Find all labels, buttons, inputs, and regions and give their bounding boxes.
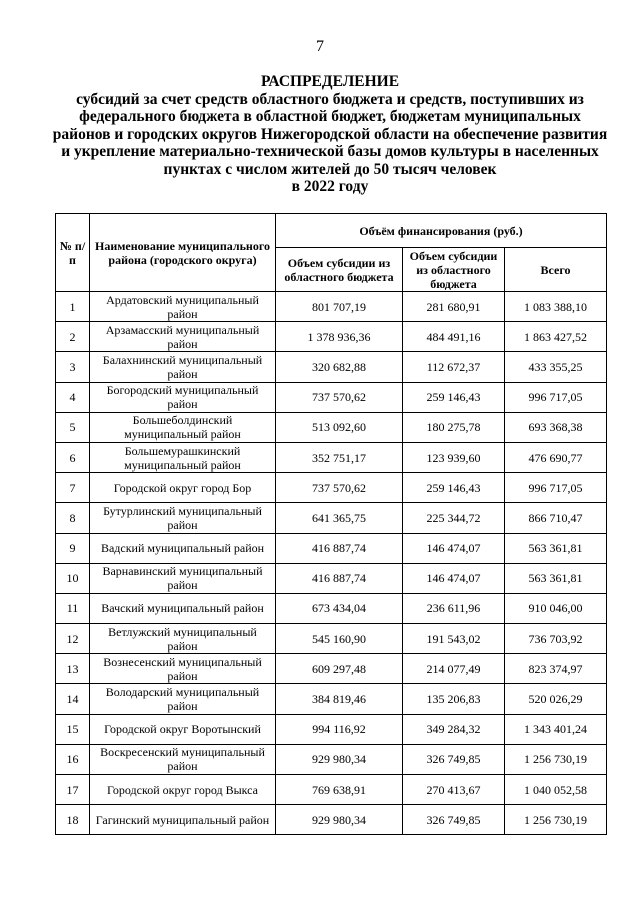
row-number: 16 — [56, 744, 90, 774]
federal-subsidy: 349 284,32 — [403, 714, 505, 744]
table-row — [56, 412, 607, 442]
row-number: 2 — [56, 322, 90, 352]
federal-subsidy: 135 206,83 — [403, 684, 505, 714]
total-amount: 476 690,77 — [505, 442, 607, 472]
row-number: 6 — [56, 442, 90, 472]
table-row — [56, 593, 607, 623]
title-line: и укрепление материально-технической базы домов культуры в населенных — [61, 143, 599, 160]
table-body — [56, 292, 607, 835]
regional-subsidy: 416 887,74 — [276, 563, 403, 593]
row-number: 7 — [56, 473, 90, 503]
regional-subsidy: 673 434,04 — [276, 593, 403, 623]
total-amount: 1 863 427,52 — [505, 322, 607, 352]
district-name: Воскресенский муниципальный район — [90, 744, 276, 774]
federal-subsidy: 259 146,43 — [403, 382, 505, 412]
total-amount: 1 343 401,24 — [505, 714, 607, 744]
table-row — [56, 533, 607, 563]
total-amount: 996 717,05 — [505, 382, 607, 412]
total-amount: 563 361,81 — [505, 533, 607, 563]
federal-subsidy: 191 543,02 — [403, 624, 505, 654]
title-line: субсидий за счет средств областного бюджета и средств, поступивших из — [76, 90, 584, 108]
regional-subsidy: 737 570,62 — [276, 382, 403, 412]
district-name: Ветлужский муниципальный район — [90, 624, 276, 654]
row-number: 17 — [56, 775, 90, 805]
header-num: № п/п — [56, 214, 90, 292]
federal-subsidy: 123 939,60 — [403, 442, 505, 472]
total-amount: 910 046,00 — [505, 593, 607, 623]
total-amount: 693 368,38 — [505, 412, 607, 442]
row-number: 5 — [56, 412, 90, 442]
table-row — [56, 473, 607, 503]
total-amount: 433 355,25 — [505, 352, 607, 382]
district-name: Большеболдинский муниципальный район — [90, 412, 276, 442]
table-row — [56, 442, 607, 472]
total-amount: 1 256 730,19 — [505, 805, 607, 835]
federal-subsidy: 112 672,37 — [403, 352, 505, 382]
table-row — [56, 322, 607, 352]
regional-subsidy: 384 819,46 — [276, 684, 403, 714]
row-number: 15 — [56, 714, 90, 744]
regional-subsidy: 994 116,92 — [276, 714, 403, 744]
federal-subsidy: 326 749,85 — [403, 744, 505, 774]
total-amount: 866 710,47 — [505, 503, 607, 533]
federal-subsidy: 270 413,67 — [403, 775, 505, 805]
row-number: 8 — [56, 503, 90, 533]
federal-subsidy: 146 474,07 — [403, 533, 505, 563]
header-regional: Объем субсидии из областного бюджета — [276, 248, 403, 292]
district-name: Бутурлинский муниципальный район — [90, 503, 276, 533]
total-amount: 563 361,81 — [505, 563, 607, 593]
subsidy-table — [55, 213, 607, 835]
federal-subsidy: 236 611,96 — [403, 593, 505, 623]
federal-subsidy: 214 077,49 — [403, 654, 505, 684]
regional-subsidy: 769 638,91 — [276, 775, 403, 805]
row-number: 9 — [56, 533, 90, 563]
federal-subsidy: 484 491,16 — [403, 322, 505, 352]
title-line: пунктах с числом жителей до 50 тысяч человек — [163, 160, 497, 178]
row-number: 14 — [56, 684, 90, 714]
district-name: Городской округ город Бор — [90, 473, 276, 503]
district-name: Богородский муниципальный район — [90, 382, 276, 412]
regional-subsidy: 416 887,74 — [276, 533, 403, 563]
regional-subsidy: 801 707,19 — [276, 292, 403, 322]
row-number: 11 — [56, 593, 90, 623]
district-name: Арзамасский муниципальный район — [90, 322, 276, 352]
total-amount: 520 026,29 — [505, 684, 607, 714]
row-number: 13 — [56, 654, 90, 684]
row-number: 1 — [56, 292, 90, 322]
header-funding: Объём финансирования (руб.) — [276, 214, 607, 248]
total-amount: 736 703,92 — [505, 624, 607, 654]
regional-subsidy: 1 378 936,36 — [276, 322, 403, 352]
title-line: федерального бюджета в областной бюджет, бюджетам муниципальных — [79, 108, 581, 125]
total-amount: 1 256 730,19 — [505, 744, 607, 774]
row-number: 4 — [56, 382, 90, 412]
regional-subsidy: 320 682,88 — [276, 352, 403, 382]
district-name: Балахнинский муниципальный район — [90, 352, 276, 382]
title-line: в 2022 году — [291, 178, 369, 195]
table-row — [56, 714, 607, 744]
district-name: Ардатовский муниципальный район — [90, 292, 276, 322]
district-name: Вознесенский муниципальный район — [90, 654, 276, 684]
district-name: Варнавинский муниципальный район — [90, 563, 276, 593]
regional-subsidy: 929 980,34 — [276, 805, 403, 835]
table-row — [56, 503, 607, 533]
regional-subsidy: 737 570,62 — [276, 473, 403, 503]
table-row — [56, 563, 607, 593]
total-amount: 823 374,97 — [505, 654, 607, 684]
table-row — [56, 624, 607, 654]
title-line: районов и городских округов Нижегородской области на обеспечение развития — [52, 125, 608, 143]
federal-subsidy: 281 680,91 — [403, 292, 505, 322]
regional-subsidy: 609 297,48 — [276, 654, 403, 684]
header-name: Наименование муниципального района (городского округа) — [90, 214, 276, 292]
regional-subsidy: 513 092,60 — [276, 412, 403, 442]
row-number: 18 — [56, 805, 90, 835]
federal-subsidy: 259 146,43 — [403, 473, 505, 503]
district-name: Вадский муниципальный район — [90, 533, 276, 563]
regional-subsidy: 929 980,34 — [276, 744, 403, 774]
federal-subsidy: 225 344,72 — [403, 503, 505, 533]
table-row — [56, 775, 607, 805]
header-total: Всего — [505, 248, 607, 292]
regional-subsidy: 641 365,75 — [276, 503, 403, 533]
header-federal: Объем субсидии из областного бюджета — [403, 248, 505, 292]
table-row — [56, 744, 607, 774]
page-number: 7 — [316, 38, 324, 55]
district-name: Городской округ Воротынский — [90, 714, 276, 744]
table-row — [56, 805, 607, 835]
total-amount: 1 040 052,58 — [505, 775, 607, 805]
total-amount: 996 717,05 — [505, 473, 607, 503]
district-name: Большемурашкинский муниципальный район — [90, 442, 276, 472]
table-row — [56, 382, 607, 412]
regional-subsidy: 545 160,90 — [276, 624, 403, 654]
district-name: Городской округ город Выкса — [90, 775, 276, 805]
federal-subsidy: 146 474,07 — [403, 563, 505, 593]
district-name: Гагинский муниципальный район — [90, 805, 276, 835]
row-number: 12 — [56, 624, 90, 654]
federal-subsidy: 180 275,78 — [403, 412, 505, 442]
total-amount: 1 083 388,10 — [505, 292, 607, 322]
row-number: 10 — [56, 563, 90, 593]
table-row — [56, 292, 607, 322]
regional-subsidy: 352 751,17 — [276, 442, 403, 472]
document-title — [40, 73, 620, 196]
district-name: Володарский муниципальный район — [90, 684, 276, 714]
table-row — [56, 654, 607, 684]
title-line: РАСПРЕДЕЛЕНИЕ — [260, 73, 400, 90]
row-number: 3 — [56, 352, 90, 382]
table-row — [56, 684, 607, 714]
district-name: Вачский муниципальный район — [90, 593, 276, 623]
federal-subsidy: 326 749,85 — [403, 805, 505, 835]
table-row — [56, 352, 607, 382]
